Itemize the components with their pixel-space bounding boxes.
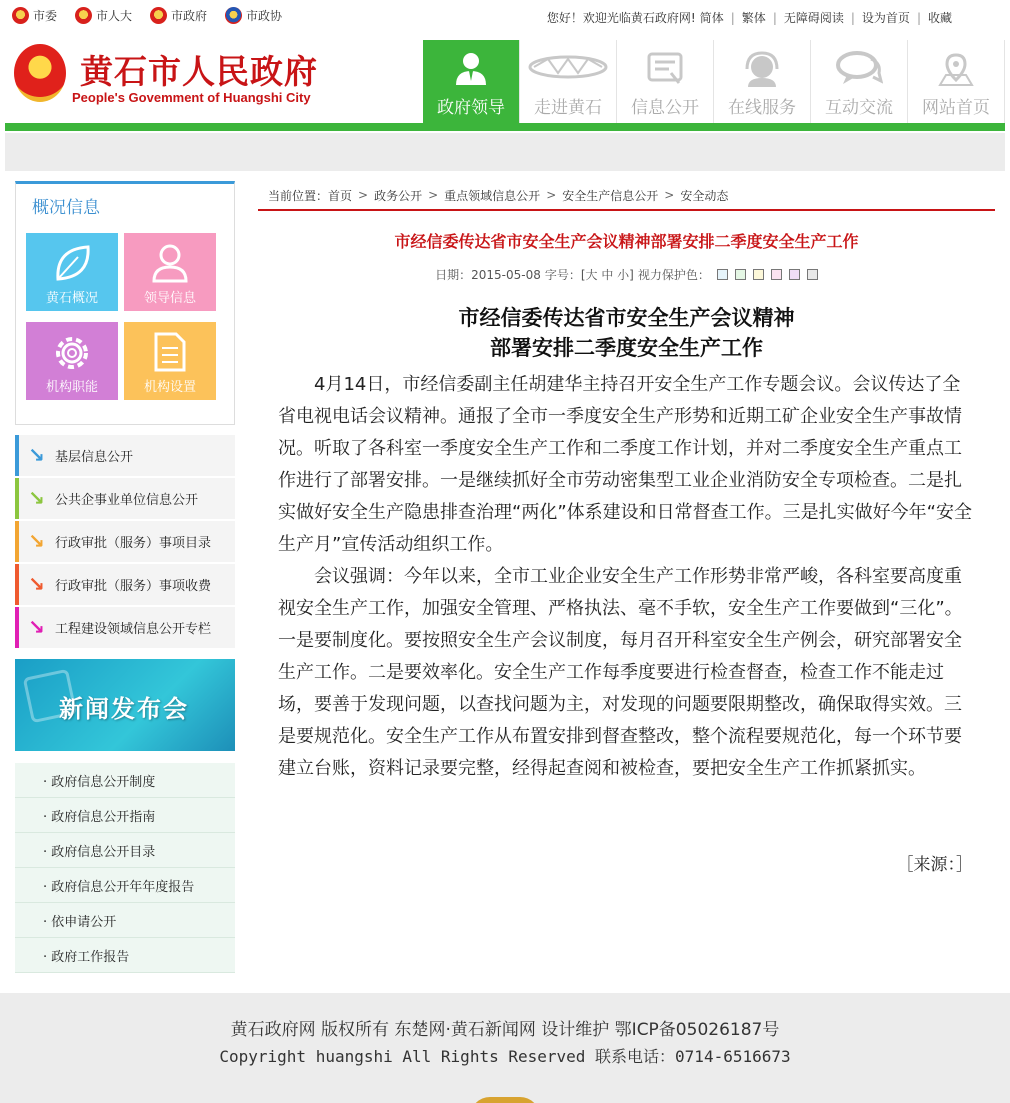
nav-info-disclosure[interactable]: 信息公开 — [617, 40, 714, 124]
top-link-party-committee[interactable]: 市委 — [12, 7, 57, 24]
overview-title: 概况信息 — [32, 198, 100, 218]
link-engineering-info[interactable]: ↘ 工程建设领域信息公开专栏 — [15, 607, 235, 648]
article-body — [278, 369, 975, 785]
top-link-congress[interactable]: 市人大 — [75, 7, 132, 24]
arrow-down-right-icon: ↘ — [28, 615, 45, 639]
article-paragraph-2: 会议强调：今年以来，全市工业企业安全生产工作形势非常严峻，各科室要高度重视安全生产工作，加强安全管理、严格执法、毫不手软，安全生产工作要做到“三化”。一是要制度化。要按照安全生产会议制度，每月召开科室安全生产例会，研究部署安全生产工作。二是要效率化。安全生产工作每季度要进行检查督查，检查工作不能走过场，要善于发现问题，以查找问题为主，对发现的问题要限期整改，确保取得实效。三是要规范化。安全生产工作从布置安排到督查整改，整个流程要规范化，每一个环节要建立台账，资料记录要完整，经得起查阅和被检查，要把安全生产工作抓紧抓实。 — [278, 566, 963, 779]
site-header — [0, 34, 1010, 126]
link-approval-catalog[interactable]: ↘ 行政审批（服务）事项目录 — [15, 521, 235, 562]
main-nav — [423, 40, 1005, 124]
arrow-down-right-icon: ↘ — [28, 572, 45, 596]
link-grassroots-info[interactable]: ↘ 基层信息公开 — [15, 435, 235, 476]
national-emblem-icon — [75, 7, 92, 24]
breadcrumb-separator: > — [546, 188, 557, 202]
divider: | — [730, 10, 735, 25]
divider: | — [850, 10, 855, 25]
article-date: 日期：2015-05-08 — [435, 268, 541, 282]
chat-bubbles-icon — [835, 51, 883, 87]
eye-care-swatch-gray[interactable] — [807, 269, 818, 280]
article-heading — [258, 303, 995, 363]
traditional-link[interactable]: 繁体 — [741, 11, 766, 25]
article-meta — [258, 266, 995, 283]
divider: | — [772, 10, 777, 25]
gov-info-links — [15, 763, 235, 973]
leaf-icon — [50, 241, 94, 285]
nav-home[interactable]: 网站首页 — [908, 40, 1005, 124]
article-heading-line-2: 部署安排二季度安全生产工作 — [490, 336, 763, 360]
footer-emblem-icon — [470, 1097, 540, 1103]
breadcrumb-home[interactable]: 首页 — [328, 188, 353, 203]
eye-care-swatch-blue[interactable] — [717, 269, 728, 280]
press-conference-banner[interactable]: 新闻发布会 — [15, 659, 235, 751]
party-emblem-icon — [12, 7, 29, 24]
stadium-icon — [528, 51, 608, 83]
breadcrumb-separator: > — [428, 188, 439, 202]
link-disclosure-catalog[interactable]: · 政府信息公开目录 — [15, 833, 235, 868]
tile-agency-functions[interactable]: 机构职能 — [26, 322, 118, 400]
simplified-link[interactable]: 简体 — [699, 11, 724, 25]
article-heading-line-1: 市经信委传达省市安全生产会议精神 — [458, 306, 795, 330]
tile-huangshi-overview[interactable]: 黄石概况 — [26, 233, 118, 311]
article-source: ［来源：］ — [896, 855, 973, 875]
bookmark-link[interactable]: 收藏 — [927, 11, 952, 25]
arrow-down-right-icon: ↘ — [28, 486, 45, 510]
arrow-down-right-icon: ↘ — [28, 529, 45, 553]
national-emblem-icon — [150, 7, 167, 24]
link-disclosure-guide[interactable]: · 政府信息公开指南 — [15, 798, 235, 833]
overview-panel — [15, 181, 235, 425]
top-utility-links — [547, 9, 952, 26]
footer-copyright: 黄石政府网 版权所有 东楚网·黄石新闻网 设计维护 鄂ICP备05026187号 — [230, 1020, 780, 1040]
gear-icon — [49, 330, 95, 376]
welcome-text: 您好！欢迎光临黄石政府网! — [546, 11, 696, 25]
breadcrumb-gov-affairs[interactable]: 政务公开 — [374, 188, 423, 203]
article-title: 市经信委传达省市安全生产会议精神部署安排二季度安全生产工作 — [394, 232, 859, 251]
tile-agency-setup[interactable]: 机构设置 — [124, 322, 216, 400]
main-content — [258, 181, 995, 875]
link-work-report[interactable]: · 政府工作报告 — [15, 938, 235, 973]
breadcrumb-safety-info[interactable]: 安全生产信息公开 — [562, 188, 659, 203]
breadcrumb-separator: > — [664, 188, 675, 202]
tile-leader-info[interactable]: 领导信息 — [124, 233, 216, 311]
link-public-enterprise-info[interactable]: ↘ 公共企事业单位信息公开 — [15, 478, 235, 519]
eye-care-label: 视力保护色： — [637, 268, 710, 282]
accessible-reading-link[interactable]: 无障碍阅读 — [783, 11, 844, 25]
article-paragraph-1: 4月14日，市经信委副主任胡建华主持召开安全生产工作专题会议。会议传达了全省电视电话会议精神。通报了全市一季度安全生产形势和近期工矿企业安全生产事故情况。听取了各科室一季度安全生产工作和二季度工作计划，并对二季度安全生产重点工作进行了部署安排。一是继续抓好全市劳动密集型工业企业消防安全专项检查。二是扎实做好安全生产隐患排查治理“两化”体系建设和日常督查工作。三是扎实做好今年“安全生产月”宣传活动组织工作。 — [278, 374, 972, 555]
breadcrumb-separator: > — [358, 188, 369, 202]
info-links — [15, 435, 235, 650]
breadcrumb-safety-news[interactable]: 安全动态 — [680, 188, 729, 203]
top-bar — [0, 0, 1010, 34]
nav-interaction[interactable]: 互动交流 — [811, 40, 908, 124]
person-icon — [453, 51, 489, 87]
font-size-control[interactable]: 字号：[大 中 小] — [544, 268, 634, 282]
set-homepage-link[interactable]: 设为首页 — [861, 11, 910, 25]
divider: | — [916, 10, 921, 25]
link-approval-fees[interactable]: ↘ 行政审批（服务）事项收费 — [15, 564, 235, 605]
top-site-links — [12, 7, 282, 24]
national-emblem-logo-icon[interactable] — [14, 44, 66, 102]
nav-online-service[interactable]: 在线服务 — [714, 40, 811, 124]
eye-care-swatch-green[interactable] — [735, 269, 746, 280]
link-disclosure-rules[interactable]: · 政府信息公开制度 — [15, 763, 235, 798]
link-annual-report[interactable]: · 政府信息公开年年度报告 — [15, 868, 235, 903]
top-link-government[interactable]: 市政府 — [150, 7, 207, 24]
eye-care-swatch-yellow[interactable] — [753, 269, 764, 280]
breadcrumb-key-areas[interactable]: 重点领域信息公开 — [444, 188, 541, 203]
site-subtitle: People's Govemment of Huangshi City — [72, 90, 311, 105]
arrow-down-right-icon: ↘ — [28, 443, 45, 467]
eye-care-swatch-pink[interactable] — [771, 269, 782, 280]
footer-contact: Copyright huangshi All Rights Reserved 联系电话：0714-6516673 — [219, 1047, 791, 1066]
left-sidebar — [15, 181, 235, 965]
breadcrumb — [258, 181, 995, 211]
eye-care-swatch-purple[interactable] — [789, 269, 800, 280]
headset-icon — [742, 51, 782, 89]
nav-gov-leaders[interactable]: 政府领导 — [423, 40, 520, 124]
header-divider — [5, 123, 1005, 131]
file-list-icon — [150, 330, 190, 374]
site-footer — [0, 993, 1010, 1103]
breadcrumb-prefix: 当前位置： — [268, 188, 329, 203]
person-outline-icon — [148, 241, 192, 285]
top-link-cppcc[interactable]: 市政协 — [225, 7, 282, 24]
link-request-disclosure[interactable]: · 依申请公开 — [15, 903, 235, 938]
location-pin-icon — [936, 51, 976, 87]
gray-banner-bar — [5, 133, 1005, 171]
site-title[interactable]: 黄石市人民政府 — [80, 52, 318, 91]
document-icon — [645, 51, 685, 87]
nav-about-huangshi[interactable]: 走进黄石 — [520, 40, 617, 124]
cppcc-emblem-icon — [225, 7, 242, 24]
